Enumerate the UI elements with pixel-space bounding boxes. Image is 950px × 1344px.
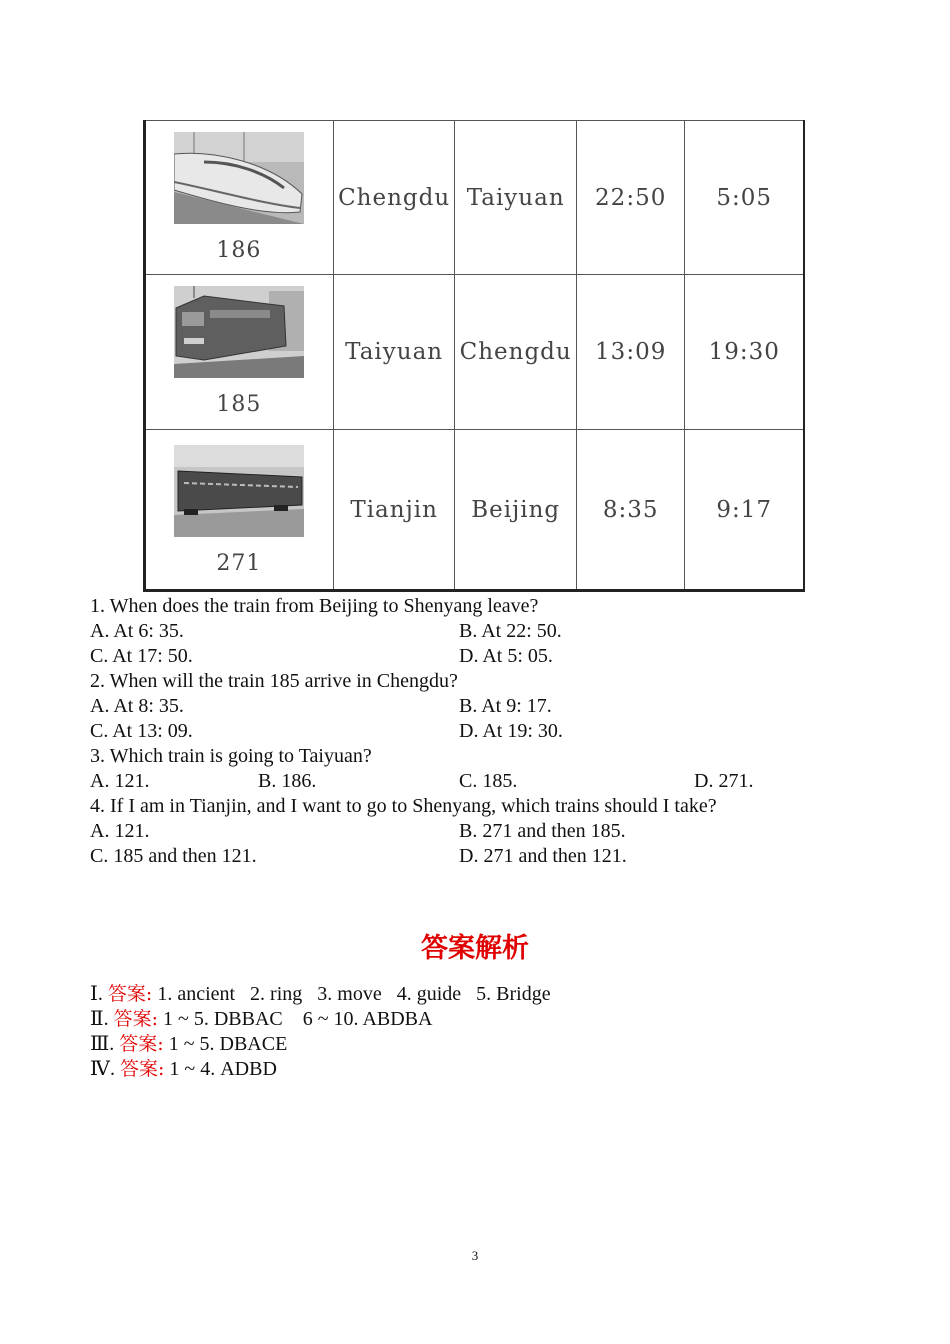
question-stem: 3. Which train is going to Taiyuan? [90,745,372,767]
section-number: Ⅰ. [90,983,103,1005]
to-station: Taiyuan [455,121,577,275]
answer-text: 1. ancient 2. ring 3. move 4. guide 5. Bridge [157,983,551,1005]
answer-option: D. At 19: 30. [459,720,563,742]
train-cell [145,429,334,591]
depart-time: 13:09 [576,275,684,429]
answer-option: D. 271. [694,770,754,792]
train-cell [145,121,334,275]
from-station: Taiyuan [333,275,455,429]
to-station: Beijing [455,429,577,591]
arrive-time: 5:05 [685,121,804,275]
answer-option: C. At 13: 09. [90,720,193,742]
depart-time: 22:50 [576,121,684,275]
answer-option: C. 185. [459,770,518,792]
passenger-carriage-photo [174,445,304,537]
answer-label: 答案: [107,983,153,1005]
answer-option: C. 185 and then 121. [90,845,257,867]
answer-text: 1 ~ 4. ADBD [169,1058,277,1080]
table-border [803,120,805,592]
timetable-row [145,121,804,275]
table-border [143,120,146,592]
section-number: Ⅲ. [90,1033,115,1055]
to-station: Chengdu [455,275,577,429]
section-number: Ⅳ. [90,1058,115,1080]
answer-text: 1 ~ 5. DBACE [168,1033,288,1055]
page-number: 3 [471,1248,479,1263]
train-number: 185 [216,392,262,418]
question-stem: 1. When does the train from Beijing to Shenyang leave? [90,595,539,617]
from-station: Chengdu [333,121,455,275]
table-border [143,589,805,592]
arrive-time: 19:30 [685,275,804,429]
answer-line [90,1032,287,1057]
answer-option: D. 271 and then 121. [459,845,627,867]
answer-label: 答案: [119,1033,164,1055]
electric-locomotive-photo [174,286,304,378]
high-speed-train-photo [174,132,304,224]
section-number: Ⅱ. [90,1008,109,1030]
answer-option: A. 121. [90,770,150,792]
answer-key-title: 答案解析 [421,933,529,964]
answer-option: B. At 9: 17. [459,695,552,717]
answer-option: B. 271 and then 185. [459,820,626,842]
question-stem: 4. If I am in Tianjin, and I want to go to Shenyang, which trains should I take? [90,795,717,817]
answer-option: A. At 6: 35. [90,620,184,642]
answer-label: 答案: [113,1008,158,1030]
train-number: 271 [216,550,262,576]
answer-option: C. At 17: 50. [90,645,193,667]
timetable-row [145,275,804,429]
answer-option: D. At 5: 05. [459,645,553,667]
train-timetable [144,120,804,592]
from-station: Tianjin [333,429,455,591]
timetable-row [145,429,804,591]
answer-option: A. At 8: 35. [90,695,184,717]
answer-line [90,982,551,1007]
train-cell [145,275,334,429]
answer-text: 1 ~ 5. DBBAC 6 ~ 10. ABDBA [163,1008,433,1030]
answer-line [90,1057,277,1082]
train-number: 186 [216,238,262,264]
answer-option: A. 121. [90,820,150,842]
answer-line [90,1007,432,1032]
question-stem: 2. When will the train 185 arrive in Chengdu? [90,670,458,692]
answer-option: B. 186. [258,770,317,792]
answer-option: B. At 22: 50. [459,620,562,642]
arrive-time: 9:17 [685,429,804,591]
depart-time: 8:35 [576,429,684,591]
answer-label: 答案: [119,1058,165,1080]
